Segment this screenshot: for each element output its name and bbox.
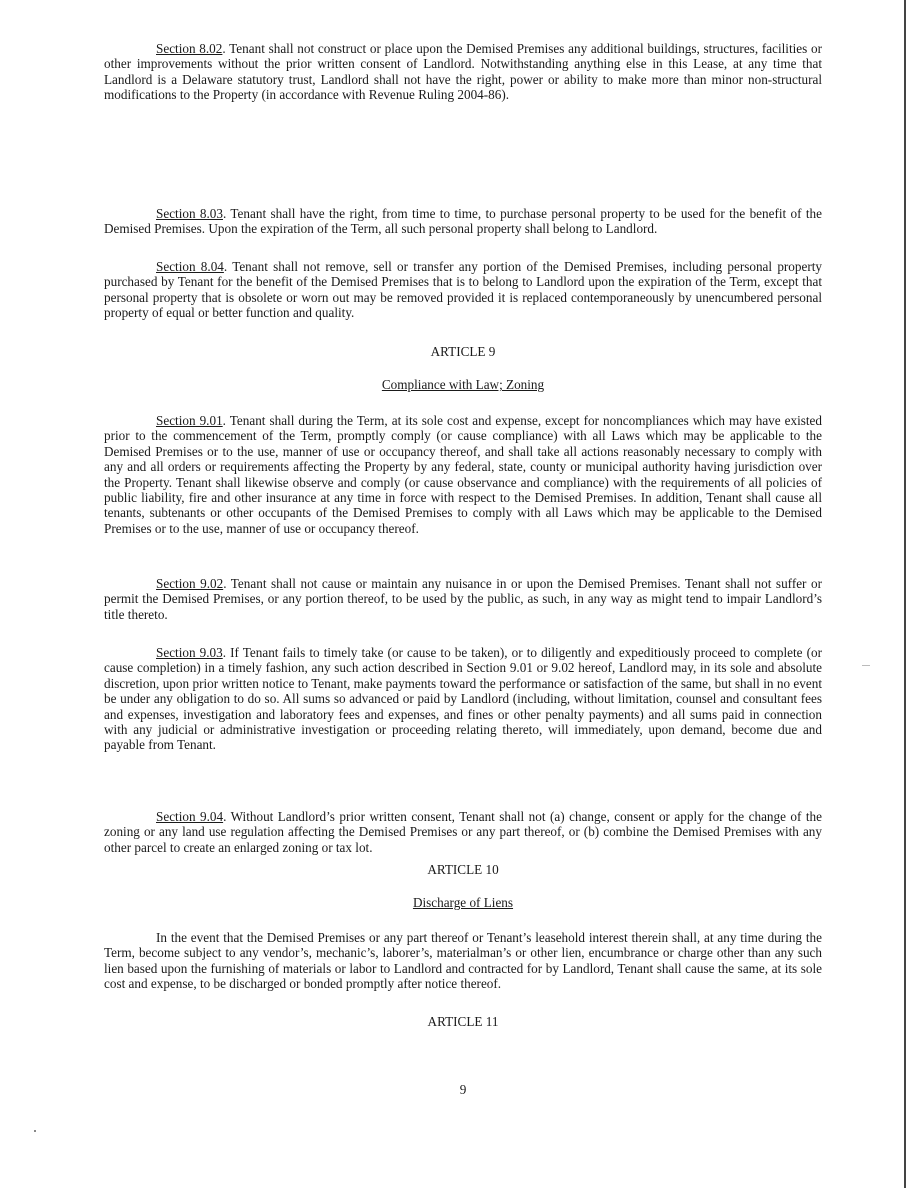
section-9-04: Section 9.04. Without Landlord’s prior written consent, Tenant shall not (a) change, consent or apply for the change of the zoning or any land use regulation affecting the Demised Premises or any part thereof, or (b) combine the Demised Premises with any other parcel to create an enlarged zoning or tax lot.	[104, 809, 822, 855]
section-9-02: Section 9.02. Tenant shall not cause or maintain any nuisance in or upon the Demised Premises. Tenant shall not suffer or permit the Demised Premises, or any portion thereof, to be used by the public, as such, in any way as might tend to impair Landlord’s title thereto.	[104, 576, 822, 622]
page-number: 9	[459, 1082, 467, 1097]
section-9-03: Section 9.03. If Tenant fails to timely take (or cause to be taken), or to diligently and expeditiously proceed to complete (or cause completion) in a timely fashion, any such action described in Section 9.01 or 9.02 hereof, Landlord may, in its sole and absolute discretion, upon prior written notice to Tenant, make payments toward the performance or satisfaction of the same, but shall in no event be under any obligation to do so. All sums so advanced or paid by Landlord (including, without limitation, counsel and consultant fees and expenses, investigation and laboratory fees and expenses, and fines or other penalty payments) and all sums paid in connection with any judicial or administrative investigation or proceeding relating thereto, will immediately, upon demand, become due and payable from Tenant.	[104, 645, 822, 753]
section-9-01: Section 9.01. Tenant shall during the Term, at its sole cost and expense, except for noncompliances which may have existed prior to the commencement of the Term, promptly comply (or cause compliance) with all Laws which may be applicable to the Demised Premises or to the use, manner of use or occupancy thereof, and shall take all actions reasonably necessary to comply with any and all orders or requirements affecting the Property by any federal, state, county or municipal authority having jurisdiction over the Property. Tenant shall likewise observe and comply (or cause observance and compliance) with the requirements of all policies of public liability, fire and other insurance at any time in force with respect to the Demised Premises. In addition, Tenant shall cause all tenants, subtenants or other occupants of the Demised Premises to comply with all Laws which may be applicable to the Demised Premises or to the use, manner of use or occupancy thereof.	[104, 413, 823, 536]
article-9-title: ARTICLE 9	[430, 344, 496, 359]
section-8-02: Section 8.02. Tenant shall not construct or place upon the Demised Premises any additional buildings, structures, facilities or other improvements without the prior written consent of Landlord. Notwithstanding anything else in this Lease, at any time that Landlord is a Delaware statutory trust, Landlord shall not have the right, power or ability to make more than minor non-structural modifications to the Property (in accordance with Revenue Ruling 2004-86).	[104, 41, 822, 103]
scan-mark	[862, 665, 870, 666]
article-10-text: In the event that the Demised Premises or any part thereof or Tenant’s leasehold interest therein shall, at any time during the Term, become subject to any vendor’s, mechanic’s, laborer’s, materialman’s or other lien, encumbrance or charge other than any such lien based upon the furnishing of materials or labor to Landlord and contracted for by Landlord, Tenant shall cause the same, at its sole cost and expense, to be discharged or bonded promptly after notice thereof.	[104, 930, 822, 992]
article-10-heading: Discharge of Liens	[412, 895, 514, 910]
article-11-title: ARTICLE 11	[427, 1014, 499, 1029]
scan-edge-line	[904, 0, 906, 1188]
scan-speck	[34, 1130, 36, 1132]
section-8-03: Section 8.03. Tenant shall have the right, from time to time, to purchase personal property to be used for the benefit of the Demised Premises. Upon the expiration of the Term, all such personal property shall belong to Landlord.	[104, 206, 822, 237]
article-9-heading: Compliance with Law; Zoning	[381, 377, 545, 392]
section-8-04: Section 8.04. Tenant shall not remove, sell or transfer any portion of the Demised Premises, including personal property purchased by Tenant for the benefit of the Demised Premises that is to belong to Landlord upon the expiration of the Term, except that personal property that is obsolete or worn out may be removed provided it is replaced contemporaneously by unencumbered personal property of equal or better function and quality.	[104, 259, 822, 321]
article-10-title: ARTICLE 10	[427, 862, 499, 877]
